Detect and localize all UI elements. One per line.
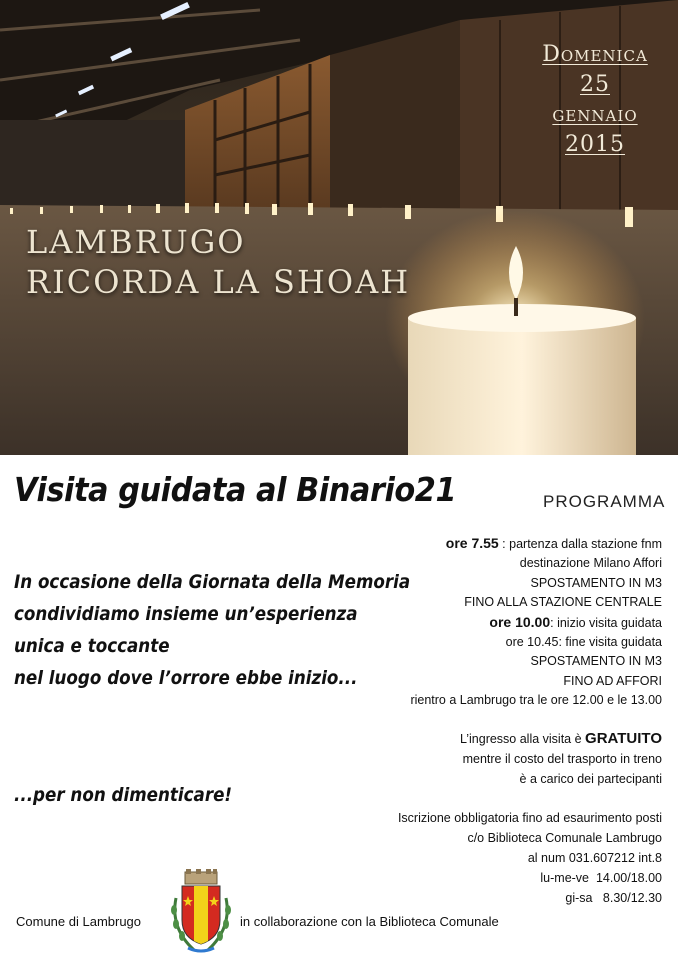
free-badge: GRATUITO [585, 730, 662, 747]
registration-info [398, 808, 662, 908]
footer-comune: Comune di Lambrugo [16, 914, 142, 929]
schedule-line: rientro a Lambrugo tra le ore 12.00 e le 13.00 [410, 693, 662, 708]
schedule-time: ore 10.00 [489, 613, 551, 630]
programma-label: PROGRAMMA [543, 492, 666, 511]
hero-photo [0, 0, 678, 455]
event-date [520, 40, 670, 160]
schedule-line: ore 7.55 : partenza dalla stazione fnm [445, 535, 662, 551]
intro-line: unica e toccante [14, 635, 170, 657]
free-line: L’ingresso alla visita è GRATUITO [459, 730, 662, 747]
intro-line: condividiamo insieme un’esperienza [14, 603, 358, 625]
registration-line: gi-sa 8.30/12.30 [565, 891, 662, 905]
footer-collaboration: in collaborazione con la Biblioteca Comunale [240, 914, 499, 929]
hero-title-line-2: RICORDA LA SHOAH [26, 263, 411, 301]
free-line: mentre il costo del trasporto in treno [462, 752, 662, 766]
hero-title [26, 222, 410, 302]
date-weekday: Domenica [542, 42, 648, 67]
schedule-line: FINO ALLA STAZIONE CENTRALE [464, 595, 662, 610]
registration-line: al num 031.607212 int.8 [527, 851, 662, 865]
schedule-line: ore 10.00: inizio visita guidata [489, 613, 662, 630]
schedule-time: ore 7.55 [445, 535, 499, 551]
date-year: 2015 [565, 132, 625, 157]
intro-text [14, 566, 410, 694]
page-headline: Visita guidata al Binario21 [14, 470, 457, 509]
schedule-line: destinazione Milano Affori [519, 556, 662, 571]
schedule-line: FINO AD AFFORI [563, 673, 662, 688]
schedule-line: SPOSTAMENTO IN M3 [530, 654, 662, 669]
registration-line: lu-me-ve 14.00/18.00 [540, 871, 662, 885]
schedule-line: SPOSTAMENTO IN M3 [530, 575, 662, 590]
registration-line: c/o Biblioteca Comunale Lambrugo [467, 831, 662, 845]
schedule-line: ore 10.45: fine visita guidata [505, 635, 662, 650]
date-day: 25 [580, 72, 610, 97]
tagline: ...per non dimenticare! [14, 784, 233, 806]
registration-line: Iscrizione obbligatoria fino ad esaurimento posti [397, 811, 662, 825]
date-month: gennaio [552, 102, 638, 127]
intro-line: In occasione della Giornata della Memoria [14, 571, 411, 593]
hero-title-line-1: LAMBRUGO [26, 223, 246, 261]
municipal-crest-icon [168, 868, 234, 956]
free-entry-note [460, 729, 662, 789]
schedule-list [410, 534, 662, 711]
intro-line: nel luogo dove l’orrore ebbe inizio... [14, 667, 358, 689]
free-line: è a carico dei partecipanti [519, 772, 662, 786]
